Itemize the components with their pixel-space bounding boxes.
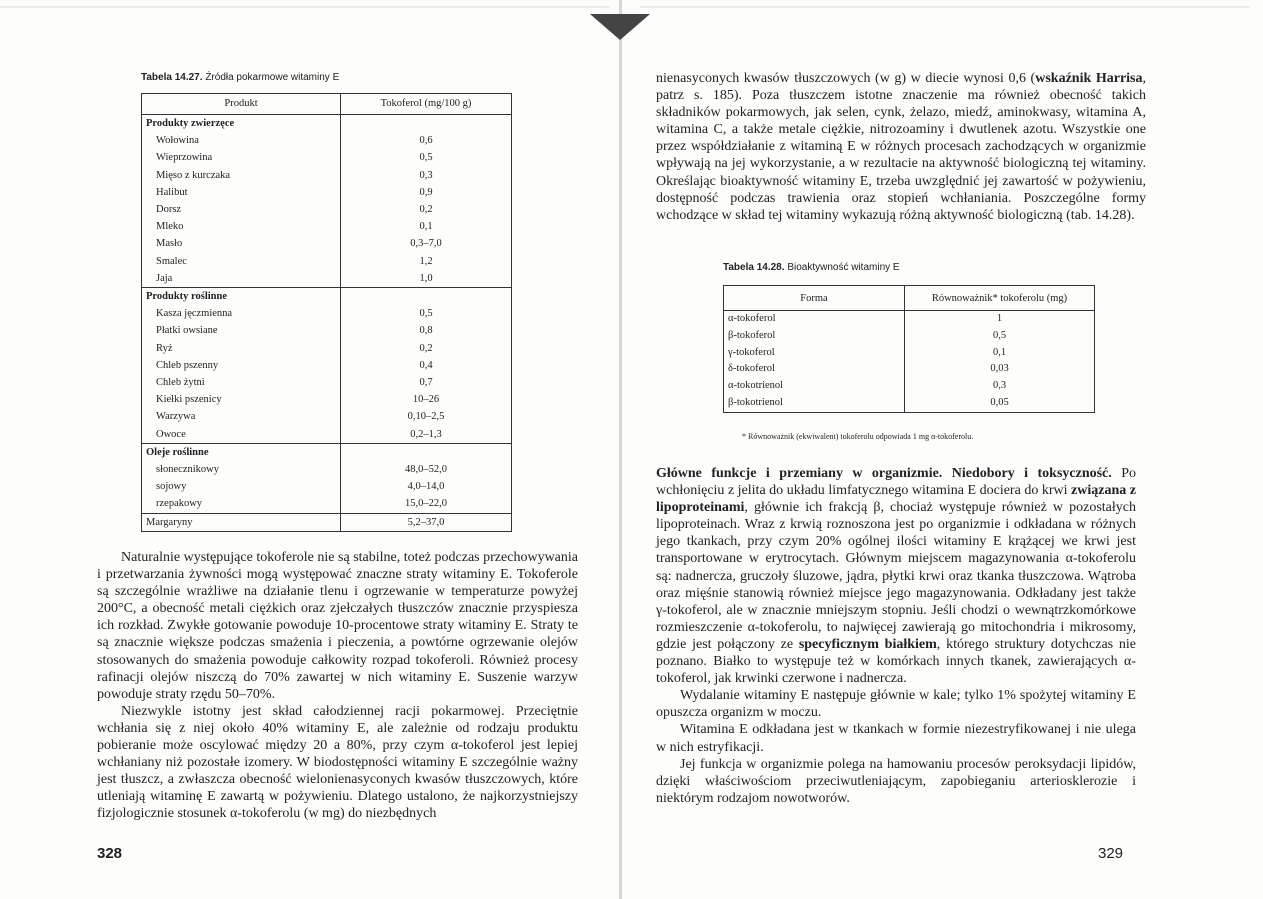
section-title: Oleje roślinne xyxy=(142,443,341,461)
table-section-row xyxy=(142,115,512,133)
product-cell: Warzywa xyxy=(142,408,341,425)
paragraph: Witamina E odkładana jest w tkankach w formie niezestryfikowanej i nie ulega w nich estryfikacji. xyxy=(656,722,1136,755)
table-row xyxy=(724,328,1095,345)
product-cell: Wołowina xyxy=(142,132,341,149)
equivalent-cell: 0,1 xyxy=(905,345,1095,362)
form-cell: α-tokotrienol xyxy=(724,378,905,395)
equivalent-cell: 0,3 xyxy=(905,378,1095,395)
tocopherol-cell: 0,8 xyxy=(341,322,512,339)
table-section-row xyxy=(142,288,512,306)
right-top-text xyxy=(656,70,1146,224)
tocopherol-cell: 0,2–1,3 xyxy=(341,426,512,444)
section-heading: Główne funkcje i przemiany w organizmie. Niedobory i toksyczność. xyxy=(656,466,1112,481)
table-row xyxy=(724,378,1095,395)
table-row xyxy=(142,149,512,166)
table-row xyxy=(142,408,512,425)
paragraph: Jej funkcja w organizmie polega na hamowaniu procesów peroksydacji lipidów, dzięki właściwościom przeciwutleniającym, zapobieganiu arteriosklerozie i niektórym rodzajom nowotworów. xyxy=(656,756,1136,806)
table-row xyxy=(142,132,512,149)
paragraph: Główne funkcje i przemiany w organizmie. Niedobory i toksyczność. Po wchłonięciu z jelita do układu limfatycznego witamina E dociera do krwi związana z lipoproteinami, głównie ich frakcją β, chociaż występuje również w pozostałych lipoproteinach. Wraz z krwią roznoszona jest po organizmie i odkładana w różnych jego tkankach, przy czym 20% ogólnej ilości witaminy E krążącej we krwi jest transportowane w erytrocytach. Głównym miejscem magazynowania α-tokoferolu są: nadnercza, gruczoły śluzowe, jądra, płytki krwi oraz tkanka tłuszczowa. Wątroba oraz mięśnie stanowią również miejsce jego magazynowania. Odkładany jest także γ-tokoferol, ale w znacznie mniejszym stopniu. Jeśli chodzi o wewnątrzkomórkowe rozmieszczenie α-tokoferolu, to najwięcej zawierają go mitochondria i mikrosomy, gdzie jest połączony ze specyficznym białkiem, którego struktury dotychczas nie poznano. Białko to występuje też w komórkach innych tkanek, zawierających α-tokoferol, jak krwinki czerwone i nadnercza. xyxy=(656,466,1137,687)
table-header: Produkt xyxy=(142,94,341,115)
right-body-text xyxy=(656,465,1136,807)
table-row xyxy=(142,218,512,235)
section-title: Produkty zwierzęce xyxy=(142,115,341,133)
tocopherol-cell: 0,3 xyxy=(341,167,512,184)
product-cell: Mleko xyxy=(142,218,341,235)
table-row xyxy=(142,374,512,391)
table-row xyxy=(724,395,1095,412)
table-header: Forma xyxy=(724,286,905,311)
product-cell: Smalec xyxy=(142,253,341,270)
paragraph: Niezwykle istotny jest skład całodziennej racji pokarmowej. Przeciętnie wchłania się z niej około 40% witaminy E, ale zależnie od rodzaju produktu pobieranie może oscylować między 20 a 80%, przy czym α-tokoferol jest lepiej wchłaniany niż pozostałe izomery. W biodostępności witaminy E szczególnie ważny jest tłuszcz, a zwłaszcza obecność wielonienasyconych kwasów tłuszczowych, które utleniają witaminę E zawartą w pożywieniu. Dlatego ustalono, że najkorzystniejszy fizjologicznie stosunek α-tokoferolu (w mg) do niezbędnych xyxy=(97,703,578,822)
table-row xyxy=(142,478,512,495)
table-vitamin-e-bioactivity xyxy=(723,285,1095,413)
table-row xyxy=(142,184,512,201)
paragraph: Naturalnie występujące tokoferole nie są stabilne, toteż podczas przechowywania i przetwarzania żywności mogą występować znaczne straty witaminy E. Tokoferole są szczególnie wrażliwe na działanie tlenu i ogrzewanie w temperaturze powyżej 200°C, a obecność metali ciężkich oraz zjełczałych tłuszczów znacznie przyspiesza ich rozkład. Zwykłe gotowanie powoduje 10-procentowe straty witaminy E. Straty te są znacznie większe podczas smażenia i pieczenia, a powtórne ogrzewanie olejów stosowanych do smażenia powoduje całkowity rozpad tokoferoli. Również procesy rafinacji olejów niszczą do 70% zawartej w nich witaminy E. Suszenie warzyw powoduje straty rzędu 50–70%. xyxy=(97,550,578,702)
form-cell: γ-tokoferol xyxy=(724,345,905,362)
table-header: Równoważnik* tokoferolu (mg) xyxy=(905,286,1095,311)
table-row xyxy=(724,345,1095,362)
left-body-text xyxy=(97,549,578,823)
tocopherol-cell: 1,0 xyxy=(341,270,512,288)
product-cell: Dorsz xyxy=(142,201,341,218)
equivalent-cell: 0,03 xyxy=(905,361,1095,378)
table-row xyxy=(142,391,512,408)
section-title: Produkty roślinne xyxy=(142,288,341,306)
product-cell: Kiełki pszenicy xyxy=(142,391,341,408)
left-page xyxy=(0,0,620,899)
product-cell: rzepakowy xyxy=(142,495,341,513)
tocopherol-cell: 1,2 xyxy=(341,253,512,270)
product-cell: sojowy xyxy=(142,478,341,495)
product-cell: Płatki owsiane xyxy=(142,322,341,339)
tocopherol-cell: 0,5 xyxy=(341,305,512,322)
table-vitamin-e-sources xyxy=(141,93,512,532)
table-header: Tokoferol (mg/100 g) xyxy=(341,94,512,115)
tocopherol-cell: 5,2–37,0 xyxy=(341,513,512,531)
tocopherol-cell: 0,7 xyxy=(341,374,512,391)
tocopherol-cell: 0,1 xyxy=(341,218,512,235)
tocopherol-cell: 0,4 xyxy=(341,357,512,374)
page-number: 329 xyxy=(1098,845,1124,862)
table-section-row xyxy=(142,443,512,461)
tocopherol-cell: 48,0–52,0 xyxy=(341,461,512,478)
product-cell: Masło xyxy=(142,235,341,252)
table-row xyxy=(142,461,512,478)
product-cell: słonecznikowy xyxy=(142,461,341,478)
table-footnote: * Równoważnik (ekwiwalent) tokoferolu odpowiada 1 mg α-tokoferolu. xyxy=(742,432,974,441)
tocopherol-cell: 0,2 xyxy=(341,201,512,218)
tocopherol-cell: 0,2 xyxy=(341,340,512,357)
tocopherol-cell: 0,10–2,5 xyxy=(341,408,512,425)
product-cell: Owoce xyxy=(142,426,341,444)
tocopherol-cell: 0,9 xyxy=(341,184,512,201)
form-cell: β-tokoferol xyxy=(724,328,905,345)
tocopherol-cell: 15,0–22,0 xyxy=(341,495,512,513)
table-row xyxy=(142,270,512,288)
tocopherol-cell: 0,5 xyxy=(341,149,512,166)
paragraph: nienasyconych kwasów tłuszczowych (w g) w diecie wynosi 0,6 (wskaźnik Harrisa, patrz s. 185). Poza tłuszczem istotne znaczenie ma również obecność takich składników pokarmowych, jak selen, cynk, żelazo, miedź, aminokwasy, witamina A, witamina C, a także metale ciężkie, nitrozoaminy i dwutlenek azotu. Wszystkie one przez współdziałanie z witaminą E w różnych procesach zachodzących w organizmie wpływają na jej wykorzystanie, a w rezultacie na aktywność biologiczną tej witaminy. Określając bioaktywność witaminy E, trzeba uwzględnić jej zawartość w pożywieniu, dostępność podczas trawienia oraz stopień wchłaniania. Poszczególne formy wchodzące w skład tej witaminy wykazują różną aktywność biologiczną (tab. 14.28). xyxy=(656,71,1146,223)
table-row xyxy=(142,235,512,252)
table-row xyxy=(142,322,512,339)
equivalent-cell: 0,05 xyxy=(905,395,1095,412)
tocopherol-cell: 4,0–14,0 xyxy=(341,478,512,495)
tocopherol-cell: 0,3–7,0 xyxy=(341,235,512,252)
table-row xyxy=(142,201,512,218)
tocopherol-cell: 10–26 xyxy=(341,391,512,408)
product-cell: Margaryny xyxy=(142,513,341,531)
tocopherol-cell: 0,6 xyxy=(341,132,512,149)
table-row xyxy=(142,253,512,270)
table-14-28-caption: Tabela 14.28. Bioaktywność witaminy E xyxy=(723,262,900,273)
product-cell: Halibut xyxy=(142,184,341,201)
table-row xyxy=(142,340,512,357)
product-cell: Wieprzowina xyxy=(142,149,341,166)
equivalent-cell: 1 xyxy=(905,311,1095,328)
product-cell: Chleb pszenny xyxy=(142,357,341,374)
product-cell: Kasza jęczmienna xyxy=(142,305,341,322)
table-row xyxy=(142,357,512,374)
table-row xyxy=(142,167,512,184)
product-cell: Jaja xyxy=(142,270,341,288)
product-cell: Chleb żytni xyxy=(142,374,341,391)
page-number: 328 xyxy=(97,845,123,862)
form-cell: α-tokoferol xyxy=(724,311,905,328)
product-cell: Ryż xyxy=(142,340,341,357)
table-row xyxy=(142,495,512,513)
table-14-27-caption: Tabela 14.27. Źródła pokarmowe witaminy E xyxy=(141,72,340,83)
paragraph: Wydalanie witaminy E następuje głównie w kale; tylko 1% spożytej witaminy E opuszcza organizm w moczu. xyxy=(656,688,1136,721)
table-row xyxy=(142,305,512,322)
form-cell: β-tokotrienol xyxy=(724,395,905,412)
equivalent-cell: 0,5 xyxy=(905,328,1095,345)
table-row xyxy=(142,426,512,444)
table-row xyxy=(724,311,1095,328)
form-cell: δ-tokoferol xyxy=(724,361,905,378)
product-cell: Mięso z kurczaka xyxy=(142,167,341,184)
table-row xyxy=(724,361,1095,378)
table-row xyxy=(142,513,512,531)
